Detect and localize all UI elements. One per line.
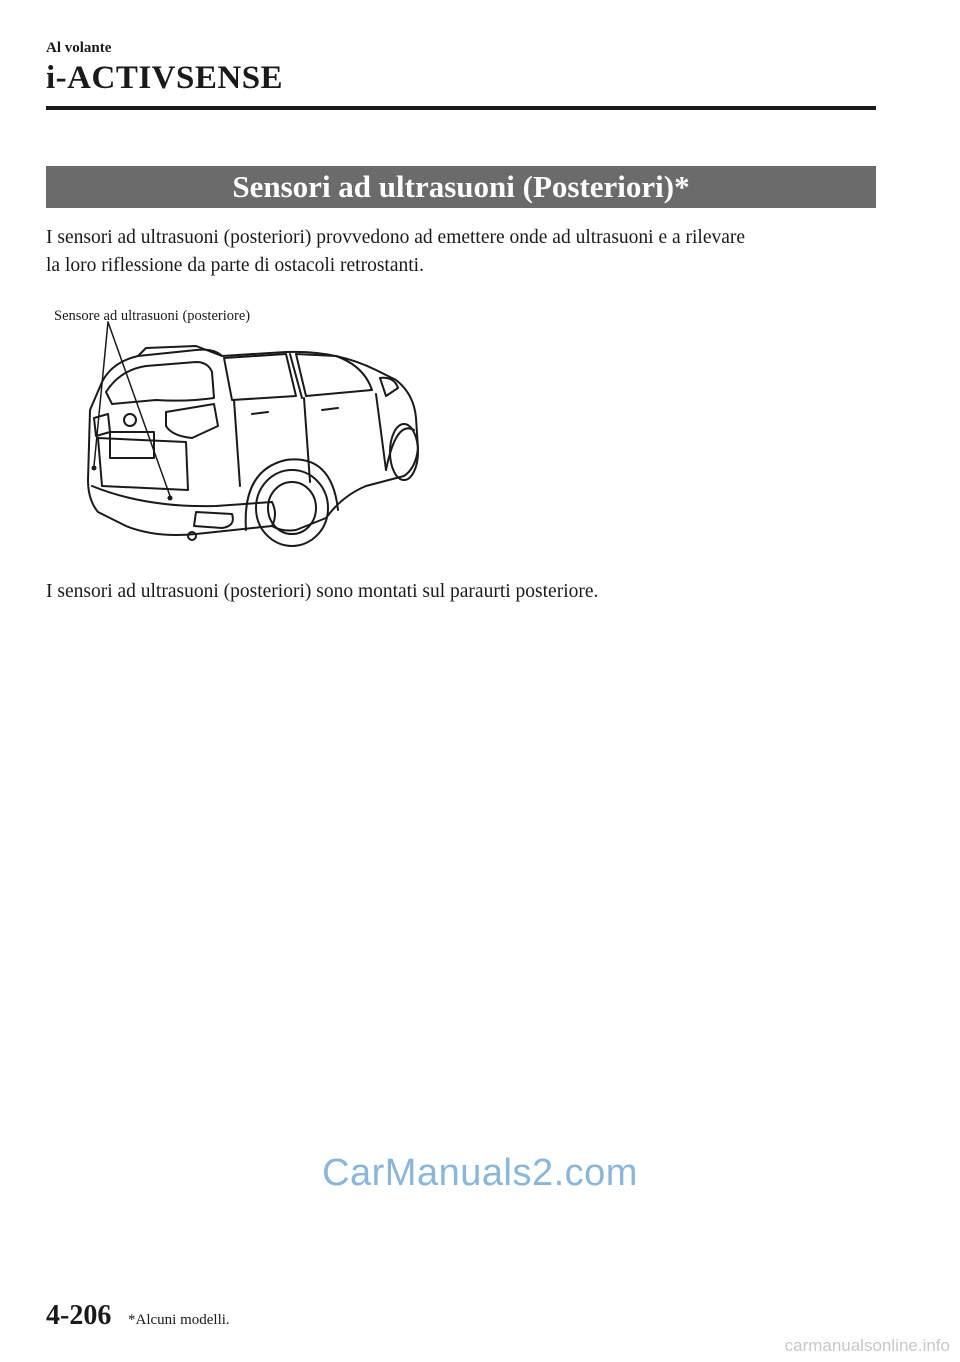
sensor-callout-label: Sensore ad ultrasuoni (posteriore) [54, 308, 251, 324]
intro-line-1: I sensori ad ultrasuoni (posteriori) provvedono ad emettere onde ad ultrasuoni e a rilevare [46, 227, 746, 248]
car-rear-illustration [46, 300, 446, 550]
car-rear-drawing [46, 300, 446, 550]
section-banner: Sensori ad ultrasuoni (Posteriori)* [46, 166, 876, 208]
mounting-paragraph: I sensori ad ultrasuoni (posteriori) sono montati sul paraurti posteriore. [46, 581, 599, 602]
header-divider [46, 106, 876, 110]
page-number: 4-206 [46, 1300, 112, 1331]
footer-site-watermark: carmanualsonline.info [784, 1336, 950, 1355]
section-name: Al volante [46, 40, 112, 56]
watermark-logo: CarManuals2.com [322, 1152, 638, 1194]
chapter-title: i-ACTIVSENSE [46, 60, 284, 96]
intro-paragraph [46, 224, 886, 280]
intro-line-2: la loro riflessione da parte di ostacoli retrostanti. [46, 255, 424, 276]
footnote: *Alcuni modelli. [128, 1312, 230, 1328]
